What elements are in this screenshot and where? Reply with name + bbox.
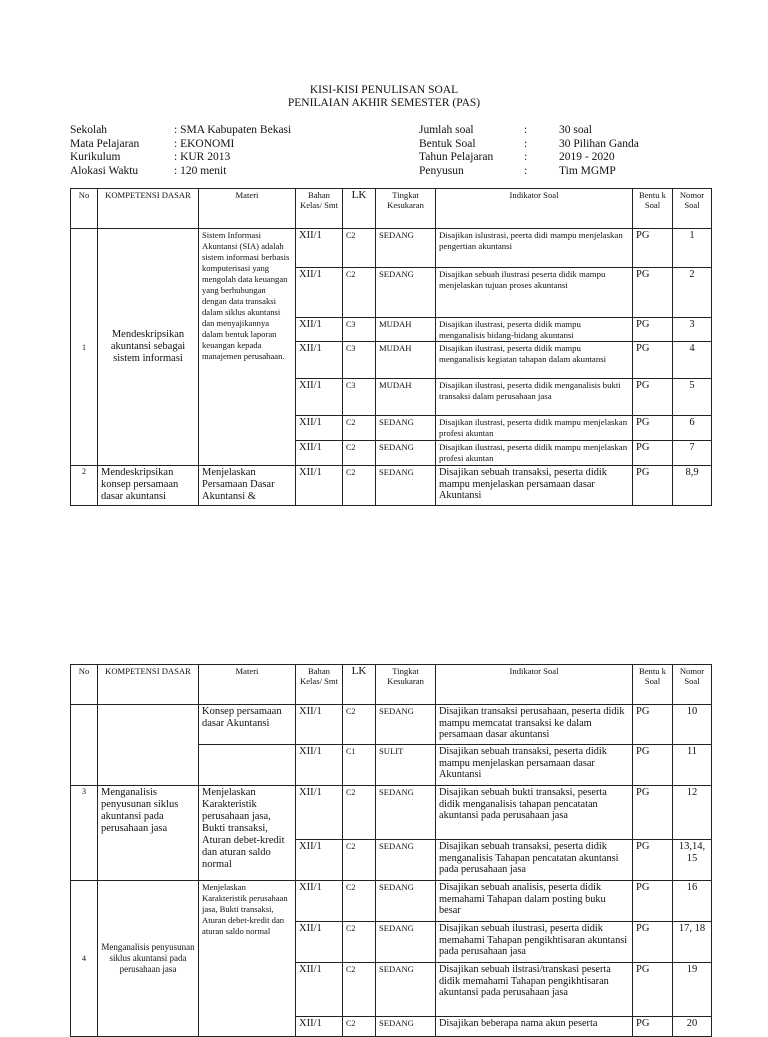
row-bentuk: PG [633, 705, 673, 745]
header-indikator: Indikator Soal [436, 189, 633, 229]
table-row [71, 466, 712, 506]
meta-label-kurikulum: Kurikulum [70, 151, 121, 163]
row-materi: Menjelaskan Persamaan Dasar Akuntansi & [199, 466, 296, 506]
row-nomor: 12 [673, 786, 712, 840]
header-nomor: Nomor Soal [673, 189, 712, 229]
row-tingkat: SEDANG [376, 922, 436, 963]
header-kd: KOMPETENSI DASAR [98, 665, 199, 705]
meta-label-tahun: Tahun Pelajaran [419, 151, 494, 163]
row-bentuk: PG [633, 229, 673, 268]
row-bentuk: PG [633, 342, 673, 379]
row-tingkat: MUDAH [376, 342, 436, 379]
meta-right-seps [524, 124, 527, 178]
meta-value-jumlah: 30 soal [559, 124, 592, 136]
row-bentuk: PG [633, 881, 673, 922]
meta-value-penyusun: Tim MGMP [559, 164, 616, 177]
row-nomor: 4 [673, 342, 712, 379]
row-nomor: 5 [673, 379, 712, 416]
kisi-table-1 [70, 188, 712, 506]
meta-label-mapel: Mata Pelajaran [70, 137, 140, 150]
table-header-row [71, 665, 712, 705]
row-lk: C2 [343, 963, 376, 1017]
row-lk: C2 [343, 229, 376, 268]
row-kelas: XII/1 [296, 705, 343, 745]
row-kelas: XII/1 [296, 268, 343, 318]
row-lk: C2 [343, 466, 376, 506]
row-nomor: 6 [673, 416, 712, 441]
row-lk: C3 [343, 342, 376, 379]
doc-title-line2: PENILAIAN AKHIR SEMESTER (PAS) [287, 97, 481, 109]
header-lk: LK [343, 665, 376, 705]
doc-title-line1: KISI-KISI PENULISAN SOAL [309, 84, 459, 96]
row-kd: Mendeskripsikan konsep persamaan dasar akuntansi [98, 466, 199, 506]
meta-value-alokasi: : 120 menit [174, 164, 227, 177]
row-lk: C2 [343, 840, 376, 881]
row-bentuk: PG [633, 922, 673, 963]
row-tingkat: SULIT [376, 745, 436, 786]
header-materi: Materi [199, 665, 296, 705]
row-indikator: Disajikan sebuah analisis, peserta didik memahami Tahapan dalam posting buku besar [436, 881, 633, 922]
row-indikator: Disajikan sebuah ilustrasi peserta didik mampu menjelaskan tujuan proses akuntansi [436, 268, 633, 318]
row-indikator: Disajikan sebuah transaksi, peserta didik mampu menjelaskan persamaan dasar Akuntansi [436, 466, 633, 506]
meta-sep-penyusun: : [524, 164, 528, 177]
row-nomor: 3 [673, 318, 712, 342]
row-nomor: 1 [673, 229, 712, 268]
row-indikator: Disajikan beberapa nama akun peserta [436, 1017, 633, 1037]
row-nomor: 20 [673, 1017, 712, 1037]
meta-value-tahun: 2019 - 2020 [559, 151, 615, 163]
meta-label-sekolah: Sekolah [70, 124, 108, 136]
row-kelas: XII/1 [296, 379, 343, 416]
row-nomor: 16 [673, 881, 712, 922]
row-tingkat: SEDANG [376, 229, 436, 268]
row-kelas: XII/1 [296, 342, 343, 379]
row-nomor: 19 [673, 963, 712, 1017]
header-tingkat: Tingkat Kesukaran [376, 189, 436, 229]
row-lk: C3 [343, 379, 376, 416]
meta-sep-jumlah: : [524, 124, 528, 136]
row-bentuk: PG [633, 466, 673, 506]
row-nomor: 11 [673, 745, 712, 786]
meta-left-labels [70, 124, 139, 178]
row-indikator: Disajikan ilustrasi, peserta didik mampu menjelaskan profesi akuntan [436, 416, 633, 441]
table-row [71, 229, 712, 268]
row-indikator: Disajikan ilustrasi, peserta didik mampu menganalisis bidang-bidang akuntansi [436, 318, 633, 342]
row-indikator: Disajikan sebuah bukti transaksi, peserta didik menganalisis tahapan pencatatan akuntansi pada perusahaan jasa [436, 786, 633, 840]
row-tingkat: MUDAH [376, 318, 436, 342]
row-kelas: XII/1 [296, 229, 343, 268]
row-indikator: Disajikan islustrasi, peerta didi mampu menjelaskan pengertian akuntansi [436, 229, 633, 268]
meta-sep-tahun: : [524, 151, 528, 163]
header-lk: LK [343, 189, 376, 229]
meta-sep-bentuk: : [524, 137, 528, 150]
row-kelas: XII/1 [296, 881, 343, 922]
row-no [71, 705, 98, 786]
row-kelas: XII/1 [296, 416, 343, 441]
row-bentuk: PG [633, 745, 673, 786]
row-kelas: XII/1 [296, 786, 343, 840]
table-row [71, 705, 712, 745]
row-lk: C2 [343, 922, 376, 963]
row-bentuk: PG [633, 963, 673, 1017]
row-tingkat: SEDANG [376, 268, 436, 318]
row-no: 4 [71, 881, 98, 1037]
row-bentuk: PG [633, 1017, 673, 1037]
meta-label-penyusun: Penyusun [419, 164, 464, 177]
row-indikator: Disajikan ilustrasi, peserta didik mampu menganalisis kegiatan tahapan dalam akuntansi [436, 342, 633, 379]
kisi-table-2 [70, 664, 712, 1037]
row-materi: Konsep persamaan dasar Akuntansi [199, 705, 296, 745]
meta-value-kurikulum: : KUR 2013 [174, 151, 231, 163]
row-bentuk: PG [633, 840, 673, 881]
row-tingkat: SEDANG [376, 786, 436, 840]
meta-value-sekolah: : SMA Kabupaten Bekasi [174, 124, 292, 136]
row-indikator: Disajikan transaksi perusahaan, peserta didik mampu memcatat transaksi ke dalam persamaan dasar akuntansi [436, 705, 633, 745]
row-bentuk: PG [633, 318, 673, 342]
row-indikator: Disajikan ilustrasi, peserta didik menganalisis bukti transaksi dalam perusahaan jasa [436, 379, 633, 416]
row-kd: Menganalisis penyusunan siklus akuntansi pada perusahaan jasa [98, 786, 199, 881]
row-lk: C2 [343, 1017, 376, 1037]
row-lk: C2 [343, 786, 376, 840]
row-bentuk: PG [633, 441, 673, 466]
table-row [71, 881, 712, 922]
row-materi: Menjelaskan Karakteristik perusahaan jasa, Bukti transaksi, Aturan debet-kredit dan aturan saldo normal [199, 786, 296, 881]
header-indikator: Indikator Soal [436, 665, 633, 705]
table-row [71, 786, 712, 840]
row-tingkat: SEDANG [376, 441, 436, 466]
row-no: 2 [71, 466, 98, 506]
row-lk: C2 [343, 441, 376, 466]
row-kd: Menganalisis penyusunan siklus akuntansi pada perusahaan jasa [98, 881, 199, 1037]
row-materi [199, 745, 296, 786]
row-kelas: XII/1 [296, 1017, 343, 1037]
row-lk: C2 [343, 881, 376, 922]
row-tingkat: SEDANG [376, 1017, 436, 1037]
header-tingkat: Tingkat Kesukaran [376, 665, 436, 705]
row-nomor: 17, 18 [673, 922, 712, 963]
row-nomor: 7 [673, 441, 712, 466]
meta-right-labels [419, 124, 493, 178]
header-nomor: Nomor Soal [673, 665, 712, 705]
meta-label-alokasi: Alokasi Waktu [70, 164, 139, 177]
meta-value-mapel: : EKONOMI [174, 137, 235, 150]
row-no: 3 [71, 786, 98, 881]
row-kelas: XII/1 [296, 840, 343, 881]
row-indikator: Disajikan ilustrasi, peserta didik mampu menjelaskan profesi akuntan [436, 441, 633, 466]
row-kelas: XII/1 [296, 441, 343, 466]
meta-value-bentuk: 30 Pilihan Ganda [559, 137, 639, 150]
row-kelas: XII/1 [296, 963, 343, 1017]
row-tingkat: SEDANG [376, 416, 436, 441]
row-bentuk: PG [633, 379, 673, 416]
row-bentuk: PG [633, 416, 673, 441]
row-nomor: 10 [673, 705, 712, 745]
row-nomor: 8,9 [673, 466, 712, 506]
row-lk: C2 [343, 416, 376, 441]
header-kelas: Bahan Kelas/ Smt [296, 665, 343, 705]
meta-label-jumlah: Jumlah soal [419, 124, 474, 136]
header-no: No [71, 665, 98, 705]
row-nomor: 2 [673, 268, 712, 318]
row-kelas: XII/1 [296, 466, 343, 506]
header-materi: Materi [199, 189, 296, 229]
row-kelas: XII/1 [296, 922, 343, 963]
row-kd [98, 705, 199, 786]
row-lk: C2 [343, 268, 376, 318]
row-tingkat: SEDANG [376, 963, 436, 1017]
meta-label-bentuk: Bentuk Soal [419, 137, 476, 150]
row-indikator: Disajikan sebuah transaksi, peserta didik menganalisis Tahapan pencatatan akuntansi pada perusahaan jasa [436, 840, 633, 881]
row-materi: Sistem Informasi Akuntansi (SIA) adalah sistem informasi berbasis komputerisasi yang mengolah data keuangan yang berhubungan dengan data transaksi dalam siklus akuntansi dan menyajikannya dalam bentuk laporan keuangan kepada manajemen perusahaan. [199, 229, 296, 466]
row-kd: Mendeskripsikan akuntansi sebagai sistem informasi [98, 229, 199, 466]
header-bentuk: Bentu k Soal [633, 189, 673, 229]
meta-left-values [174, 124, 291, 178]
row-nomor: 13,14, 15 [673, 840, 712, 881]
row-lk: C3 [343, 318, 376, 342]
row-tingkat: SEDANG [376, 466, 436, 506]
table-header-row [71, 189, 712, 229]
row-indikator: Disajikan sebuah ilstrasi/transkasi peserta didik memahami Tahapan pengikhtisaran akuntansi pada perusahaan jasa [436, 963, 633, 1017]
row-tingkat: SEDANG [376, 840, 436, 881]
row-tingkat: SEDANG [376, 705, 436, 745]
row-lk: C1 [343, 745, 376, 786]
row-kelas: XII/1 [296, 745, 343, 786]
header-kelas: Bahan Kelas/ Smt [296, 189, 343, 229]
row-kelas: XII/1 [296, 318, 343, 342]
header-no: No [71, 189, 98, 229]
meta-right-values [559, 124, 639, 178]
header-bentuk: Bentu k Soal [633, 665, 673, 705]
row-lk: C2 [343, 705, 376, 745]
row-bentuk: PG [633, 786, 673, 840]
row-no: 1 [71, 229, 98, 466]
row-indikator: Disajikan sebuah ilustrasi, peserta didik memahami Tahapan pengikhtisaran akuntansi pada perusahaan jasa [436, 922, 633, 963]
row-bentuk: PG [633, 268, 673, 318]
row-tingkat: MUDAH [376, 379, 436, 416]
header-kd: KOMPETENSI DASAR [98, 189, 199, 229]
row-indikator: Disajikan sebuah transaksi, peserta didik mampu menjelaskan persamaan dasar Akuntansi [436, 745, 633, 786]
row-materi: Menjelaskan Karakteristik perusahaan jasa, Bukti transaksi, Aturan debet-kredit dan aturan saldo normal [199, 881, 296, 1037]
row-tingkat: SEDANG [376, 881, 436, 922]
